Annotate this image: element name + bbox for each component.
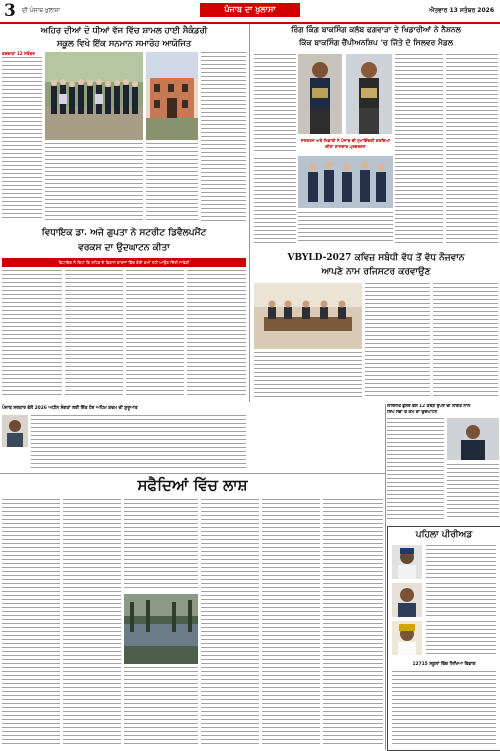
photo-caption: ਜਸਕਰਨ ਅਤੇ ਖਿਡਾਰੀ ਨੇ ਪੰਜਾਬ ਦੀ ਨੁਮਾਇੰਦਗੀ ਕਰਦਿਆਂ ਕੀਤਾ ਸ਼ਾਨਦਾਰ ਪ੍ਰਦਰਸ਼ਨ [300,138,391,149]
article-text [254,54,296,154]
article-text-5 [201,499,259,747]
article-text [2,270,62,398]
group-photo [45,52,143,140]
issue-date: ਐਤਵਾਰ 13 ਸਤੰਬਰ 2026 [429,7,494,14]
ad-portrait-2 [392,583,422,617]
ad-text-2 [426,583,496,617]
headline: ਲਾਲਜੀਤ ਭੁੱਲਰ ਵੱਲੋਂ 12 ਕਰੋੜ ਰੁਪਏ ਦੀ ਲਾਗਤ ਨਾਲ [387,404,471,409]
headline-line2: ਸਿੰਘ ਸਭਾ ਦੇ ਕੰਮ ਦਾ ਉਦਘਾਟਨ [387,410,438,415]
article-text [2,499,60,747]
ad-text-4 [392,671,496,746]
ad-text-3 [426,621,496,655]
article-text-4 [187,270,246,398]
story-government-initiative [0,404,248,474]
story-body-found [0,474,385,750]
school-building-photo [146,52,198,140]
section-divider [0,473,386,474]
column-divider [249,24,250,402]
article-text-7 [323,499,383,747]
headline: VBYLD-2027 ਕਵਿਜ਼ ਸਬੰਧੀ ਵੱਧ ਤੋਂ ਵੱਧ ਨੌਜਵਾਨ [287,253,465,263]
headline: ਰਿੰਗ ਕਿੰਗ ਬਾਕਸਿੰਗ ਕਲੱਬ ਫਗਵਾੜਾ ਦੇ ਖਿਡਾਰੀਆਂ ਨੇ ਨੈਸ਼ਨਲ [291,25,461,34]
headline: ਵਿਧਾਇਕ ਡਾ. ਅਜੇ ਗੁਪਤਾ ਨੇ ਸਟਰੀਟ ਡਿਵੈਲਪਮੈਂਟ [41,228,207,238]
article-text-3 [124,499,198,591]
headline-line2: ਸਕੂਲ ਵਿਖੇ ਇੱਕ ਸਨਮਾਨ ਸਮਾਰੋਹ ਆਯੋਜਿਤ [56,38,192,48]
ad-text-1 [426,545,496,579]
article-text [31,415,246,470]
newspaper-name: ਦੀ ਪੰਜਾਬ ਖੁਲਾਸਾ [22,7,61,14]
headline-bar: ਪੰਜਾਬ ਸਰਕਾਰ ਵੱਲੋਂ 2026 ਅਧੀਨ ਸੰਗਤਾਂ ਲਈ ਇੱਕ ਹੋਰ ਅਹਿਮ ਕਦਮ ਦੀ ਸ਼ੁਰੂਆਤ [2,406,138,411]
headline-line2: ਆਪਣੇ ਨਾਮ ਰਜਿਸਟਰ ਕਰਵਾਉਣ [321,267,431,277]
article-text-6 [262,499,320,747]
section-banner: ਪੰਜਾਬ ਦਾ ਖੁਲਾਸਾ [200,3,300,17]
article-text-5 [298,212,393,244]
headline: ਅਹਿਰ ਦੀਆਂ ਦੋ ਧੀਆਂ ਵੱਜ ਵਿੱਚ ਸ਼ਾਮਲ ਹਾਈ ਸੈਕੰਡਰੀ [40,25,208,35]
article-text-2 [65,270,123,398]
column-divider-right [385,404,386,750]
subhead-bar: ਵਿਧਾਇਕ ਨੇ ਕਿਹਾ ਕਿ ਸ਼ਹਿਰ ਦੇ ਵਿਕਾਸ ਕਾਰਜਾਂ ਵਿੱਚ ਕੋਈ ਕਮੀ ਨਹੀਂ ਆਉਣ ਦਿੱਤੀ ਜਾਵੇਗੀ [2,258,246,267]
headline-line2: ਕਿੱਕ ਬਾਕਸਿੰਗ ਚੈਂਪੀਅਨਸ਼ਿਪ 'ਚ ਜਿੱਤੇ ਦੋ ਸਿਲਵਰ ਮੈਡਲ [298,38,454,47]
meeting-photo [254,283,362,349]
boxer-photo-right [346,54,392,134]
article-text [365,283,430,398]
byline: ਫਗਵਾੜਾ 12 ਸਤੰਬਰ [2,51,35,56]
article-text [387,418,444,520]
story-street-development [0,226,248,401]
story-boxing-club [252,24,500,249]
article-text-3 [254,352,362,398]
article-text-2 [63,499,121,747]
headline: ਸਫੈਦਿਆਂ ਵਿੱਚ ਲਾਸ਼ [137,476,248,494]
article-text-3 [146,143,198,221]
boxer-photo-left [298,54,342,134]
ad-portrait-3 [392,621,422,655]
advertisement [387,526,500,751]
page-number: 3 [4,1,16,21]
medal-ceremony-photo [298,156,393,208]
canal-photo [124,594,198,664]
article-text-2 [45,143,143,221]
article-text-2 [447,464,499,520]
article-text-4 [124,667,198,747]
headline-line2: ਵਰਕਸ ਦਾ ਉਦਘਾਟਨ ਕੀਤਾ [78,243,170,253]
portrait-photo [2,415,28,447]
article-text-2 [395,54,443,244]
story-inauguration [387,404,500,524]
story-vbyld-quiz [252,252,500,402]
article-text-2 [433,283,498,398]
article-text-3 [126,270,184,398]
ad-portrait-1 [392,545,422,579]
masthead [0,0,500,24]
article-text-4 [201,52,246,221]
article-text-4 [254,158,296,244]
official-photo [447,418,499,460]
story-school-felicitation [0,24,248,224]
article-text [2,57,42,221]
ad-footer: 12715 ਸਕੂਲਾਂ ਵਿੱਚ ਸਿਖਿਆ ਵਿਭਾਗ [412,662,476,667]
ad-title: ਪਹਿਲਾ ਪੀਰੀਅਡ [415,530,473,540]
article-text-3 [446,54,498,244]
